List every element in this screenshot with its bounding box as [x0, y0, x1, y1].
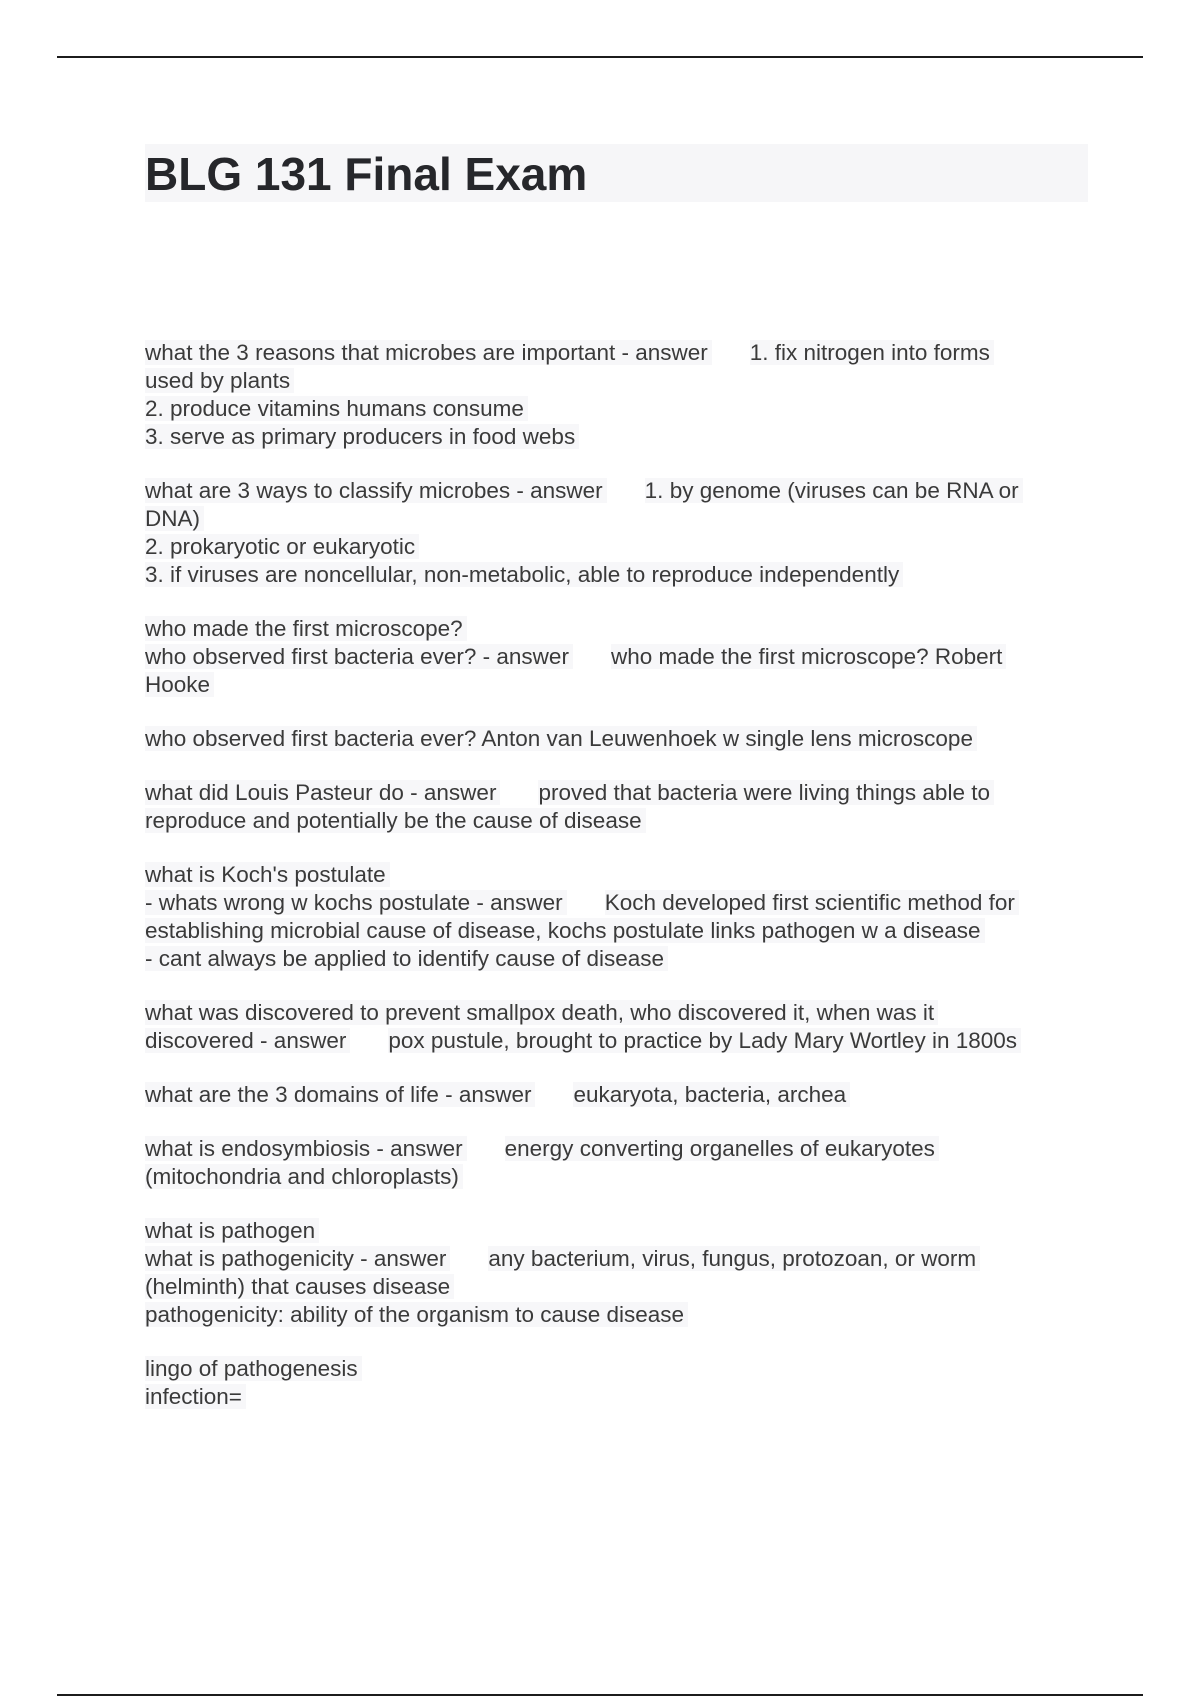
line-text: reproduce and potentially be the cause of disease: [145, 808, 646, 833]
flashcard: [145, 1135, 1090, 1191]
flashcard: [145, 1217, 1090, 1329]
line-text: lingo of pathogenesis: [145, 1356, 362, 1381]
flashcard-list: [145, 339, 1090, 1437]
line-text: 2. produce vitamins humans consume: [145, 396, 528, 421]
question-text: what are the 3 domains of life - answer: [145, 1082, 535, 1107]
flashcard-line: [145, 1301, 1090, 1329]
answer-text: Koch developed first scientific method for: [605, 890, 1019, 915]
flashcard-line: [145, 779, 1090, 807]
flashcard: [145, 779, 1090, 835]
flashcard: [145, 1355, 1090, 1411]
line-text: pathogenicity: ability of the organism to cause disease: [145, 1302, 688, 1327]
line-text: - cant always be applied to identify cause of disease: [145, 946, 668, 971]
flashcard-line: [145, 1027, 1090, 1055]
line-text: 2. prokaryotic or eukaryotic: [145, 534, 419, 559]
flashcard-line: [145, 367, 1090, 395]
line-text: Hooke: [145, 672, 214, 697]
top-rule: [57, 56, 1143, 58]
line-text: infection=: [145, 1384, 246, 1409]
flashcard-line: [145, 861, 1090, 889]
line-text: establishing microbial cause of disease, kochs postulate links pathogen w a disease: [145, 918, 985, 943]
answer-text: 1. by genome (viruses can be RNA or: [645, 478, 1023, 503]
line-text: what is Koch's postulate: [145, 862, 390, 887]
line-text: what was discovered to prevent smallpox death, who discovered it, when was it: [145, 1000, 938, 1025]
flashcard-line: [145, 671, 1090, 699]
flashcard-line: [145, 1135, 1090, 1163]
flashcard-line: [145, 1355, 1090, 1383]
question-text: discovered - answer: [145, 1028, 350, 1053]
answer-text: pox pustule, brought to practice by Lady Mary Wortley in 1800s: [388, 1028, 1021, 1053]
flashcard-line: [145, 533, 1090, 561]
line-text: who observed first bacteria ever? Anton van Leuwenhoek w single lens microscope: [145, 726, 977, 751]
bottom-rule: [57, 1694, 1143, 1696]
answer-text: proved that bacteria were living things able to: [538, 780, 994, 805]
question-text: what is endosymbiosis - answer: [145, 1136, 467, 1161]
page-title: BLG 131 Final Exam: [145, 148, 588, 200]
answer-text: any bacterium, virus, fungus, protozoan, or worm: [488, 1246, 980, 1271]
answer-text: 1. fix nitrogen into forms: [750, 340, 994, 365]
line-text: (mitochondria and chloroplasts): [145, 1164, 463, 1189]
flashcard-line: [145, 1273, 1090, 1301]
flashcard-line: [145, 561, 1090, 589]
flashcard-line: [145, 615, 1090, 643]
flashcard-line: [145, 945, 1090, 973]
flashcard-line: [145, 395, 1090, 423]
flashcard-line: [145, 889, 1090, 917]
line-text: who made the first microscope?: [145, 616, 467, 641]
flashcard-line: [145, 725, 1090, 753]
flashcard-line: [145, 339, 1090, 367]
flashcard-line: [145, 1163, 1090, 1191]
flashcard-line: [145, 1081, 1090, 1109]
line-text: (helminth) that causes disease: [145, 1274, 454, 1299]
flashcard-line: [145, 1217, 1090, 1245]
flashcard: [145, 1081, 1090, 1109]
flashcard: [145, 477, 1090, 589]
answer-text: who made the first microscope? Robert: [611, 644, 1006, 669]
flashcard: [145, 861, 1090, 973]
flashcard-line: [145, 1245, 1090, 1273]
line-text: 3. serve as primary producers in food webs: [145, 424, 579, 449]
flashcard-line: [145, 917, 1090, 945]
flashcard-line: [145, 423, 1090, 451]
flashcard-line: [145, 505, 1090, 533]
line-text: DNA): [145, 506, 204, 531]
flashcard: [145, 339, 1090, 451]
flashcard-line: [145, 999, 1090, 1027]
flashcard: [145, 725, 1090, 753]
question-text: what are 3 ways to classify microbes - answer: [145, 478, 607, 503]
question-text: what is pathogenicity - answer: [145, 1246, 450, 1271]
question-text: who observed first bacteria ever? - answer: [145, 644, 573, 669]
line-text: what is pathogen: [145, 1218, 319, 1243]
flashcard: [145, 999, 1090, 1055]
line-text: 3. if viruses are noncellular, non-metabolic, able to reproduce independently: [145, 562, 903, 587]
answer-text: eukaryota, bacteria, archea: [573, 1082, 850, 1107]
flashcard-line: [145, 643, 1090, 671]
flashcard: [145, 615, 1090, 699]
flashcard-line: [145, 1383, 1090, 1411]
flashcard-line: [145, 807, 1090, 835]
question-text: what the 3 reasons that microbes are important - answer: [145, 340, 712, 365]
question-text: what did Louis Pasteur do - answer: [145, 780, 500, 805]
line-text: used by plants: [145, 368, 294, 393]
question-text: - whats wrong w kochs postulate - answer: [145, 890, 567, 915]
answer-text: energy converting organelles of eukaryotes: [505, 1136, 939, 1161]
flashcard-line: [145, 477, 1090, 505]
